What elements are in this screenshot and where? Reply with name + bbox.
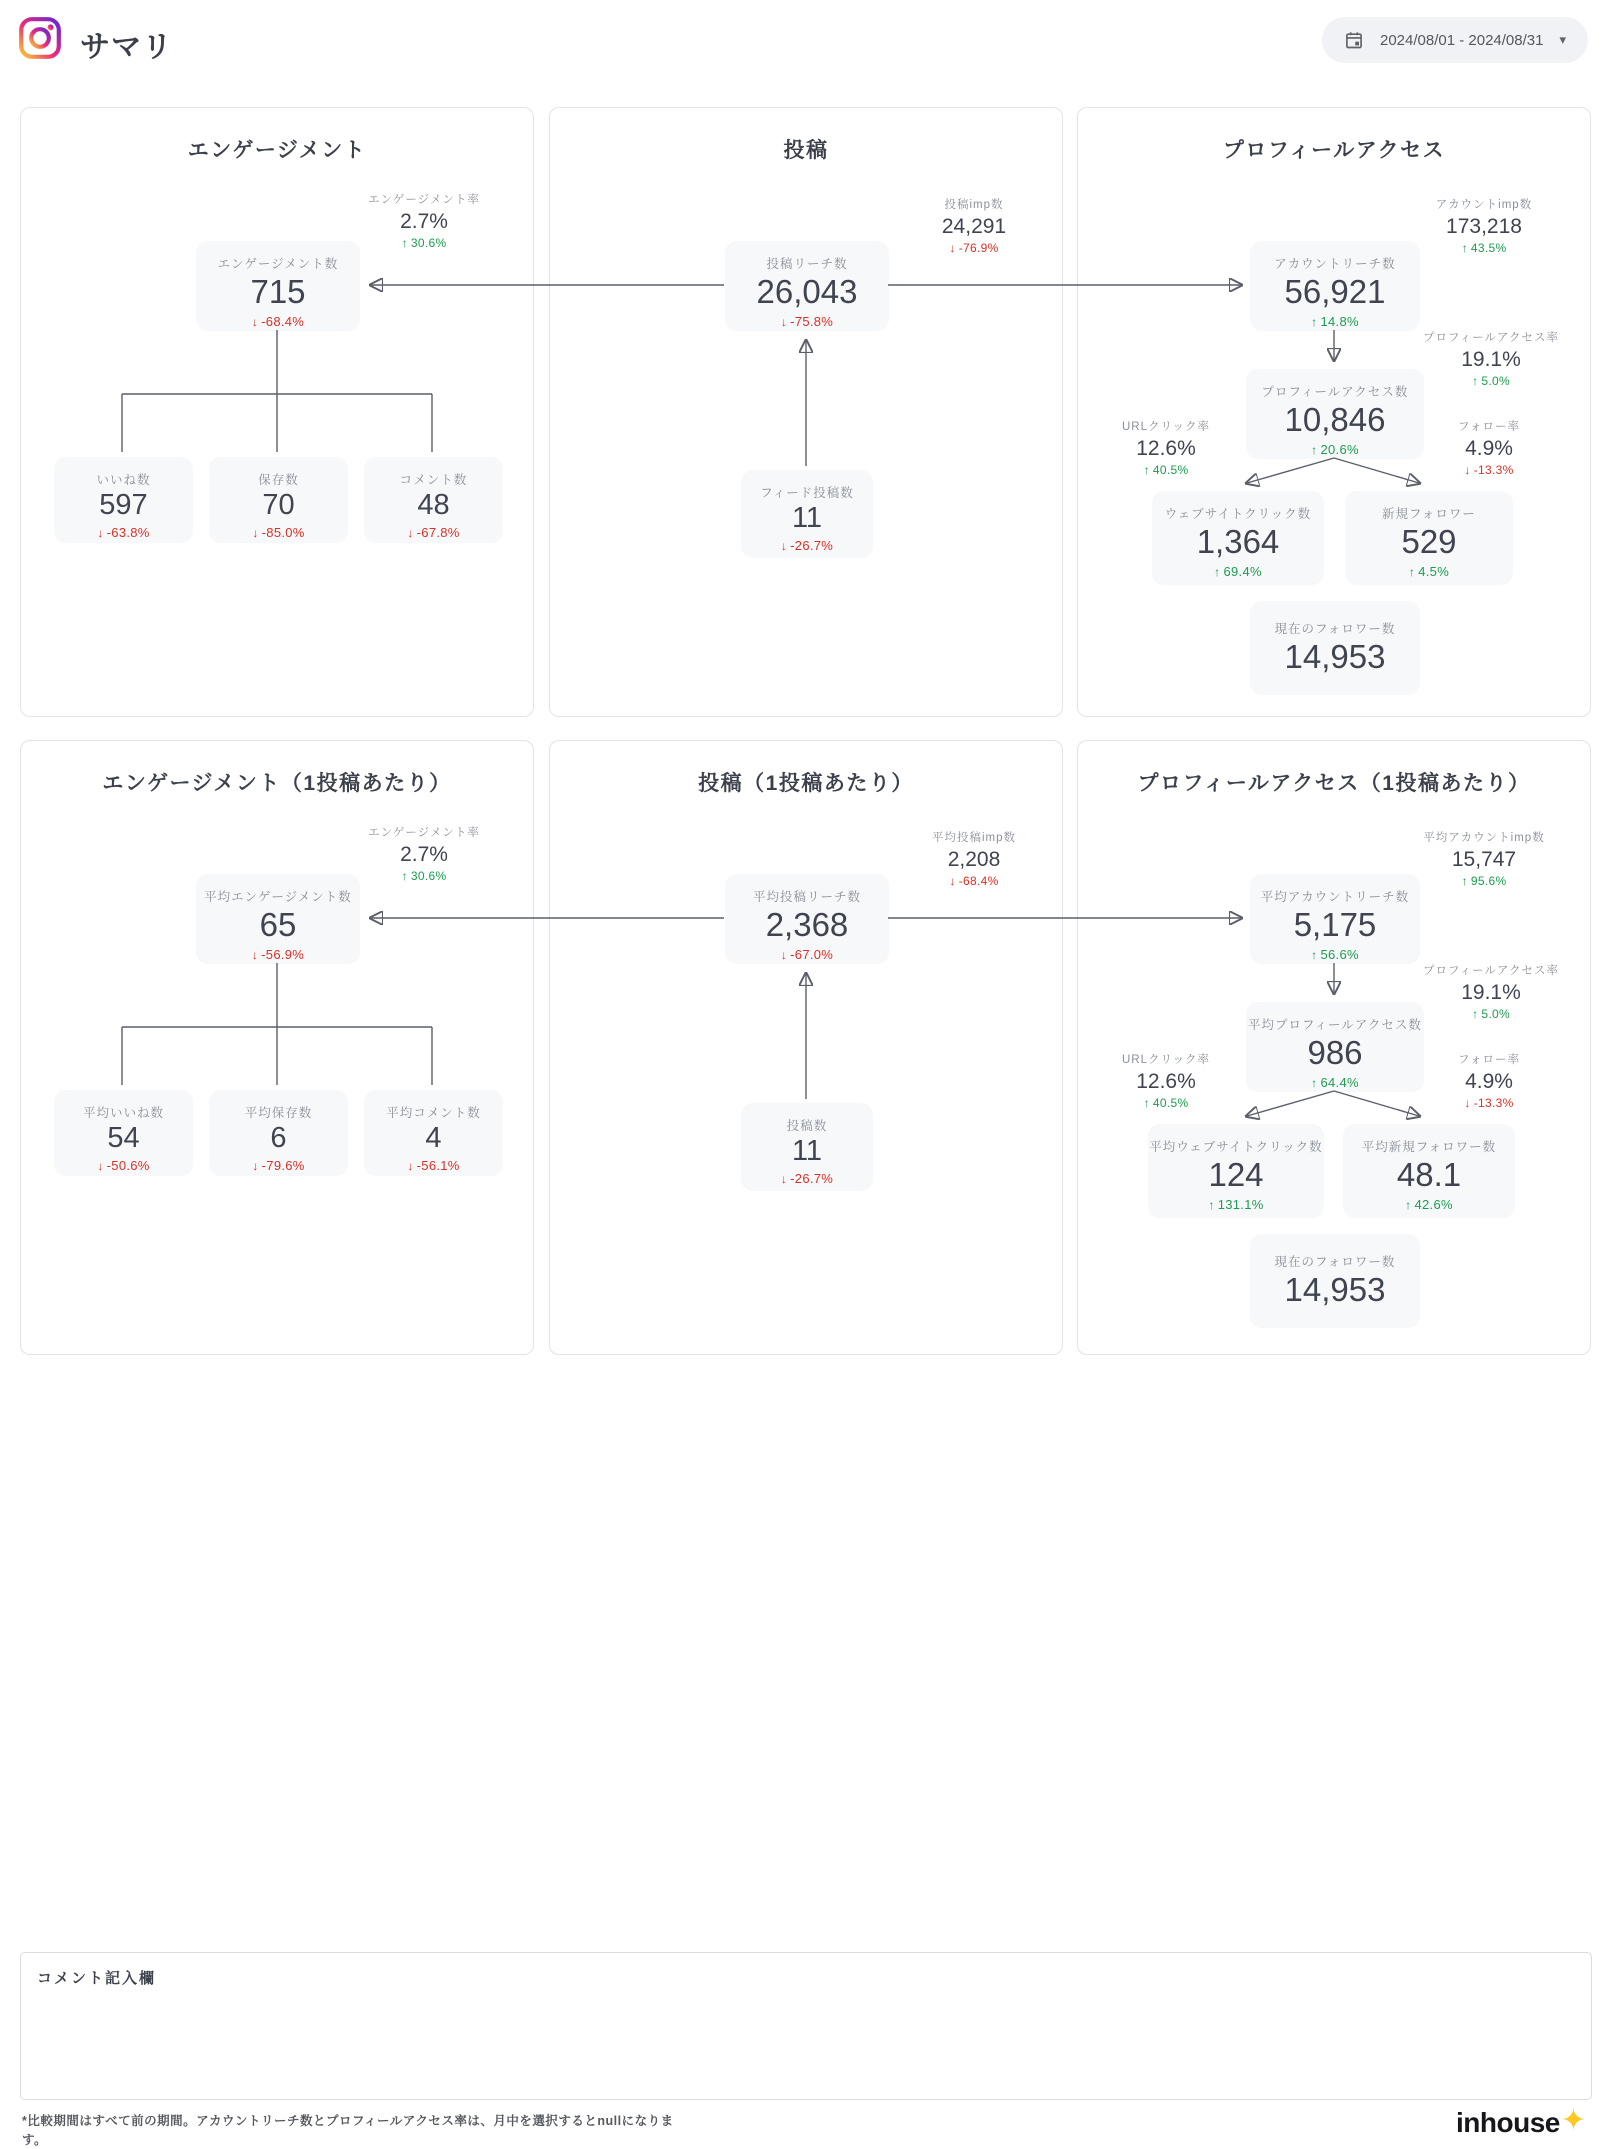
metric-value: 54 [107, 1122, 140, 1154]
delta-arrow-icon: ↓ [780, 1171, 788, 1186]
delta-arrow-icon: ↑ [1311, 947, 1318, 962]
date-range-value: 2024/08/01 - 2024/08/31 [1379, 31, 1544, 49]
metric-delta: ↑ 30.6% [401, 236, 447, 251]
metric-label: 平均保存数 [244, 1106, 313, 1120]
metric-delta: ↑ 20.6% [1311, 441, 1359, 457]
metric-value: 5,175 [1293, 906, 1377, 943]
metric-value: 597 [99, 489, 148, 521]
page-title: サマリ [80, 31, 173, 64]
metric-value: 48 [417, 489, 450, 521]
delta-arrow-icon: ↑ [1405, 1197, 1412, 1212]
follow-rate-metric [1394, 418, 1584, 477]
metric-label: URLクリック率 [1121, 421, 1211, 433]
metric-delta: ↓ -13.3% [1464, 463, 1514, 478]
panel-title: 投稿（1投稿あたり） [698, 772, 914, 795]
metric-value: 2.7% [400, 843, 448, 866]
metric-label: フォロー率 [1458, 1054, 1520, 1066]
delta-arrow-icon: ↑ [401, 869, 408, 884]
metric-label: 平均投稿リーチ数 [752, 890, 861, 904]
chevron-down-icon[interactable]: ▾ [1559, 32, 1566, 47]
metric-label: 平均エンゲージメント数 [204, 890, 352, 904]
saves-card [209, 457, 348, 543]
metric-delta: ↑ 69.4% [1214, 563, 1262, 579]
panel-profile-access [1077, 107, 1591, 717]
metric-delta: ↓ -67.8% [407, 524, 460, 540]
follow-rate-metric [1394, 1051, 1584, 1110]
metric-value: 2,368 [765, 906, 849, 943]
panel-profile-access-per-post [1077, 740, 1591, 1355]
metric-delta: ↓ -13.3% [1464, 1096, 1514, 1111]
delta-arrow-icon: ↓ [252, 1158, 259, 1173]
metric-label: 保存数 [258, 473, 299, 487]
delta-arrow-icon: ↑ [1208, 1197, 1215, 1212]
website-clicks-card [1152, 491, 1324, 585]
delta-arrow-icon: ↓ [949, 241, 956, 256]
metric-label: コメント数 [399, 473, 468, 487]
delta-arrow-icon: ↓ [949, 874, 956, 889]
metric-value: 14,953 [1284, 1271, 1386, 1308]
metric-label: フォロー率 [1458, 421, 1520, 433]
metric-value: 24,291 [941, 215, 1007, 238]
metric-value: 2.7% [400, 210, 448, 233]
metric-delta: ↓ -68.4% [949, 874, 999, 889]
likes-card [54, 457, 193, 543]
metric-delta: ↑ 40.5% [1143, 1096, 1189, 1111]
delta-arrow-icon: ↑ [1472, 1007, 1479, 1022]
metric-label: URLクリック率 [1121, 1054, 1211, 1066]
panel-posts-per-post [549, 740, 1063, 1355]
metric-delta: ↓ -56.1% [407, 1157, 460, 1173]
metric-label: 投稿数 [786, 1119, 828, 1133]
metric-label: 現在のフォロワー数 [1274, 1255, 1396, 1269]
metric-label: 平均新規フォロワー数 [1361, 1140, 1497, 1154]
metric-delta: ↑ 14.8% [1311, 313, 1359, 329]
metric-delta: ↓ -68.4% [251, 313, 305, 329]
post-count-card [741, 1103, 873, 1191]
metric-label: エンゲージメント率 [368, 194, 480, 206]
metric-delta: ↑ 56.6% [1311, 946, 1359, 962]
metric-label: アカウントリーチ数 [1274, 257, 1396, 271]
metric-delta: ↓ -26.7% [780, 537, 834, 553]
delta-arrow-icon: ↓ [780, 947, 788, 962]
avg-new-followers-card [1343, 1124, 1515, 1218]
delta-arrow-icon: ↑ [1311, 1075, 1318, 1090]
delta-arrow-icon: ↑ [1143, 463, 1150, 478]
panel-posts [549, 107, 1063, 717]
metric-label: 平均アカウントimp数 [1423, 832, 1545, 844]
delta-arrow-icon: ↑ [1472, 374, 1479, 389]
metric-label: いいね数 [96, 473, 151, 487]
instagram-icon [16, 14, 64, 62]
delta-arrow-icon: ↑ [1214, 564, 1221, 579]
metric-delta: ↑ 131.1% [1208, 1196, 1264, 1212]
delta-arrow-icon: ↑ [1408, 564, 1416, 579]
comment-box-label: コメント記入欄 [37, 1970, 157, 1987]
metric-value: 15,747 [1451, 848, 1517, 871]
panel-engagement-per-post [20, 740, 534, 1355]
inhouse-spark-icon: ✦ [1560, 2104, 1586, 2137]
metric-delta: ↓ -26.7% [780, 1170, 834, 1186]
metric-label: 平均いいね数 [82, 1106, 164, 1120]
date-range-picker[interactable] [1322, 17, 1588, 63]
metric-delta: ↑ 43.5% [1461, 241, 1507, 256]
post-reach-card [725, 241, 889, 331]
delta-arrow-icon: ↑ [1461, 241, 1468, 256]
metric-label: 平均アカウントリーチ数 [1260, 890, 1410, 904]
metric-label: プロフィールアクセス数 [1261, 385, 1409, 399]
panel-title: プロフィールアクセス [1222, 139, 1446, 162]
metric-value: 12.6% [1136, 437, 1196, 460]
metric-delta: ↓ -63.8% [97, 524, 150, 540]
metric-value: 1,364 [1196, 523, 1280, 560]
metric-label: 投稿リーチ数 [766, 257, 848, 271]
inhouse-logo [1456, 2105, 1586, 2140]
delta-arrow-icon: ↑ [1461, 874, 1468, 889]
engagement-rate-metric [329, 191, 519, 250]
comments-card [364, 457, 503, 543]
delta-arrow-icon: ↑ [401, 236, 408, 251]
metric-delta: ↓ -50.6% [97, 1157, 150, 1173]
panel-title: 投稿 [783, 139, 829, 162]
delta-arrow-icon: ↓ [407, 525, 414, 540]
delta-arrow-icon: ↓ [97, 525, 104, 540]
profile-access-rate-metric [1396, 329, 1586, 388]
panel-title: エンゲージメント（1投稿あたり） [102, 772, 452, 795]
metric-label: ウェブサイトクリック数 [1164, 507, 1312, 521]
post-imp-metric [879, 196, 1069, 255]
metric-label: 平均ウェブサイトクリック数 [1149, 1140, 1323, 1154]
avg-comments-card [364, 1090, 503, 1176]
delta-arrow-icon: ↓ [1464, 1096, 1471, 1111]
metric-label: プロフィールアクセス率 [1422, 332, 1559, 344]
metric-label: 平均プロフィールアクセス数 [1248, 1018, 1422, 1032]
metric-value: 529 [1401, 523, 1457, 560]
delta-arrow-icon: ↓ [407, 1158, 414, 1173]
metric-value: 715 [250, 273, 306, 310]
delta-arrow-icon: ↓ [251, 314, 259, 329]
feed-posts-card [741, 470, 873, 558]
current-followers-card [1250, 1234, 1420, 1328]
metric-value: 986 [1307, 1034, 1363, 1071]
delta-arrow-icon: ↓ [252, 525, 259, 540]
metric-label: エンゲージメント率 [368, 827, 480, 839]
metric-label: フィード投稿数 [760, 486, 854, 500]
account-reach-card [1250, 241, 1420, 331]
metric-delta: ↑ 5.0% [1472, 1007, 1510, 1022]
metric-label: 平均投稿imp数 [931, 832, 1017, 844]
metric-delta: ↑ 95.6% [1461, 874, 1507, 889]
metric-value: 65 [259, 906, 297, 943]
delta-arrow-icon: ↑ [1143, 1096, 1150, 1111]
metric-label: 現在のフォロワー数 [1274, 622, 1396, 636]
metric-label: エンゲージメント数 [217, 257, 339, 271]
metric-label: 新規フォロワー [1382, 507, 1476, 521]
delta-arrow-icon: ↑ [1311, 442, 1318, 457]
avg-website-clicks-card [1148, 1124, 1324, 1218]
avg-post-reach-card [725, 874, 889, 964]
avg-account-reach-card [1250, 874, 1420, 964]
metric-delta: ↑ 42.6% [1405, 1196, 1453, 1212]
delta-arrow-icon: ↑ [1311, 314, 1318, 329]
comment-input-area[interactable] [20, 1952, 1592, 2100]
avg-post-imp-metric [879, 829, 1069, 888]
metric-value: 48.1 [1396, 1156, 1462, 1193]
metric-delta: ↑ 64.4% [1311, 1074, 1359, 1090]
metric-delta: ↓ -75.8% [780, 313, 834, 329]
panel-title: プロフィールアクセス（1投稿あたり） [1137, 772, 1531, 795]
url-click-rate-metric [1071, 1051, 1261, 1110]
metric-delta: ↓ -85.0% [252, 524, 305, 540]
footnote-text: *比較期間はすべて前の期間。アカウントリーチ数とプロフィールアクセス率は、月中を選択するとnullになります。 [22, 2114, 674, 2148]
metric-value: 14,953 [1284, 638, 1386, 675]
metric-value: 173,218 [1446, 215, 1522, 238]
avg-likes-card [54, 1090, 193, 1176]
panel-engagement [20, 107, 534, 717]
delta-arrow-icon: ↓ [251, 947, 259, 962]
metric-value: 56,921 [1284, 273, 1386, 310]
metric-delta: ↓ -67.0% [780, 946, 834, 962]
metric-value: 70 [262, 489, 295, 521]
current-followers-card [1250, 601, 1420, 695]
url-click-rate-metric [1071, 418, 1261, 477]
inhouse-logo-text: inhouse [1456, 2106, 1560, 2138]
metric-delta: ↓ -79.6% [252, 1157, 305, 1173]
metric-label: アカウントimp数 [1435, 199, 1533, 211]
metric-value: 11 [791, 1135, 823, 1167]
metric-label: 投稿imp数 [944, 199, 1004, 211]
delta-arrow-icon: ↓ [780, 538, 788, 553]
metric-value: 12.6% [1136, 1070, 1196, 1093]
avg-engagement-card [196, 874, 360, 964]
metric-value: 10,846 [1284, 401, 1386, 438]
calendar-icon [1344, 30, 1364, 50]
metric-label: プロフィールアクセス率 [1422, 965, 1559, 977]
metric-value: 2,208 [947, 848, 1001, 871]
metric-value: 4 [425, 1122, 442, 1154]
metric-delta: ↓ -76.9% [949, 241, 999, 256]
metric-label: 平均コメント数 [386, 1106, 481, 1120]
metric-value: 4.9% [1465, 1070, 1513, 1093]
metric-value: 19.1% [1461, 981, 1521, 1004]
avg-saves-card [209, 1090, 348, 1176]
new-followers-card [1345, 491, 1513, 585]
metric-delta: ↓ -56.9% [251, 946, 305, 962]
metric-delta: ↑ 5.0% [1472, 374, 1510, 389]
metric-delta: ↑ 30.6% [401, 869, 447, 884]
engagement-count-card [196, 241, 360, 331]
delta-arrow-icon: ↓ [97, 1158, 104, 1173]
delta-arrow-icon: ↓ [1464, 463, 1471, 478]
profile-access-rate-metric [1396, 962, 1586, 1021]
metric-value: 19.1% [1461, 348, 1521, 371]
metric-value: 11 [791, 502, 823, 534]
metric-value: 124 [1208, 1156, 1264, 1193]
metric-value: 4.9% [1465, 437, 1513, 460]
panel-title: エンゲージメント [187, 139, 367, 162]
engagement-rate-metric [329, 824, 519, 883]
delta-arrow-icon: ↓ [780, 314, 788, 329]
metric-value: 26,043 [756, 273, 858, 310]
metric-delta: ↑ 4.5% [1408, 563, 1450, 579]
metric-value: 6 [270, 1122, 287, 1154]
metric-delta: ↑ 40.5% [1143, 463, 1189, 478]
